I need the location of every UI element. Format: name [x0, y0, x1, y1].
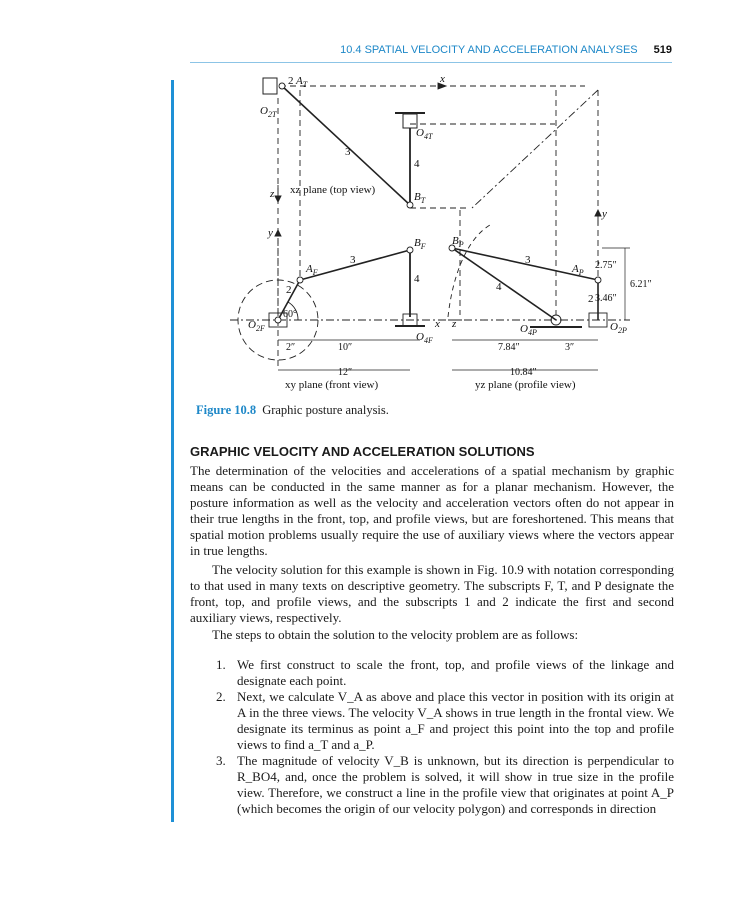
step-text: We first construct to scale the front, top, and profile views of the linkage and designate each point. [237, 657, 674, 688]
label-z-profile: z [452, 318, 457, 330]
page-number: 519 [653, 44, 672, 56]
label-link4-front: 4 [414, 273, 420, 285]
joint-at [279, 83, 285, 89]
label-bp: $B_P$ [452, 235, 464, 249]
label-x-top: x [440, 73, 445, 85]
label-o2t: $O_{2T}$ [260, 105, 277, 119]
figure-caption-label: Figure 10.8 [196, 403, 257, 417]
caption-front-view: xy plane (front view) [285, 379, 379, 391]
figure-graphic-posture [190, 70, 670, 400]
label-link4-top: 4 [414, 158, 420, 170]
label-y-left: y [268, 227, 273, 239]
z-arrowhead [275, 196, 281, 202]
joint-ap [595, 277, 601, 283]
label-xz-plane: xz plane (top view) [290, 184, 376, 196]
label-angle: 60° [283, 309, 297, 320]
label-af: $A_F$ [306, 263, 318, 277]
front-y-arrowhead [275, 230, 281, 236]
label-link3-front: 3 [350, 254, 356, 266]
dim-275: 2.75″ [595, 260, 617, 271]
paragraph-3: The steps to obtain the solution to the velocity problem are as follows: [212, 627, 579, 642]
label-o4p: $O_{4P}$ [520, 323, 537, 337]
paragraph-1: The determination of the velocities and accelerations of a spatial mechanism by graphic means can be conducted in the same manner as for a planar mechanism. However, the posture information as well as the velocity and acceleration vectors often do not appear in their true lengths in the front, top, and profile views, but are foreshortened. This means that spatial motion problems usually require the use of auxiliary views where the vectors appear in true lengths. [190, 463, 674, 558]
dim-2: 2″ [286, 342, 296, 353]
label-at: $A_T$ [296, 75, 308, 89]
label-link2-profile: 2 [588, 293, 594, 305]
label-link3-top: 3 [345, 146, 351, 158]
caption-profile-view: yz plane (profile view) [475, 379, 576, 391]
label-o2f: $O_{2F}$ [248, 319, 265, 333]
label-o4t: $O_{4T}$ [416, 127, 433, 141]
running-header [190, 44, 672, 63]
dim-3: 3″ [565, 342, 575, 353]
profile-y-arrowhead [595, 210, 601, 216]
label-ap: $A_P$ [572, 263, 584, 277]
dim-12: 12″ [338, 367, 353, 378]
label-o4f: $O_{4F}$ [416, 331, 433, 345]
joint-af [297, 277, 303, 283]
label-link3-profile: 3 [525, 254, 531, 266]
label-link4-profile: 4 [496, 281, 502, 293]
label-x-front: x [435, 318, 440, 330]
dim-784: 7.84″ [498, 342, 520, 353]
label-link2-top: 2 [288, 75, 294, 87]
label-link2-front: 2 [286, 284, 292, 296]
top-bearing-o4 [403, 114, 417, 128]
header-section-title: 10.4 SPATIAL VELOCITY AND ACCELERATION ANALYSES [340, 44, 638, 56]
step-text: The magnitude of velocity V_B is unknown, but its direction is perpendicular to R_BO4, and, once the problem is solved, it will show in true size in the profile view. Therefore, we construct a line in the profile view that originates at point A_P (which becomes the origin of our velocity polygon) and corresponds in direction [237, 753, 674, 816]
label-bf: $B_F$ [414, 237, 426, 251]
figure-caption-text: Graphic posture analysis. [262, 403, 389, 417]
dim-10: 10″ [338, 342, 353, 353]
dim-621: 6.21″ [630, 279, 652, 290]
sidebar-rule [171, 80, 174, 822]
list-item [190, 689, 674, 753]
section-heading: GRAPHIC VELOCITY AND ACCELERATION SOLUTIONS [190, 444, 535, 459]
label-bt: $B_T$ [414, 191, 426, 205]
label-z-left: z [270, 188, 275, 200]
miter-line [472, 90, 598, 208]
top-bearing-o2 [263, 78, 277, 94]
list-item [190, 657, 674, 689]
step-number: 1. [216, 657, 226, 672]
step-text: Next, we calculate V_A as above and place this vector in position with its origin at A in the three views. The velocity V_A shows in true length in the frontal view. We designate its terminus as point a_F and project this point into the top and profile views to find a_T and a_P. [237, 689, 674, 752]
joint-bt [407, 202, 413, 208]
dim-346: 3.46″ [595, 293, 617, 304]
steps-list [190, 657, 674, 817]
joint-o2f [275, 317, 281, 323]
list-item [190, 753, 674, 817]
dim-1084: 10.84″ [510, 367, 537, 378]
paragraph-2: The velocity solution for this example is shown in Fig. 10.9 with notation corresponding to that used in many texts on descriptive geometry. The subscripts F, T, and P designate the front, top, and profile views, and the subscripts 1 and 2 indicate the first and second auxiliary views, respectively. [190, 562, 674, 625]
label-y-right: y [602, 208, 607, 220]
step-number: 2. [216, 689, 226, 704]
step-number: 3. [216, 753, 226, 768]
label-o2p: $O_{2P}$ [610, 321, 627, 335]
joint-bf [407, 247, 413, 253]
figure-caption [196, 403, 389, 418]
